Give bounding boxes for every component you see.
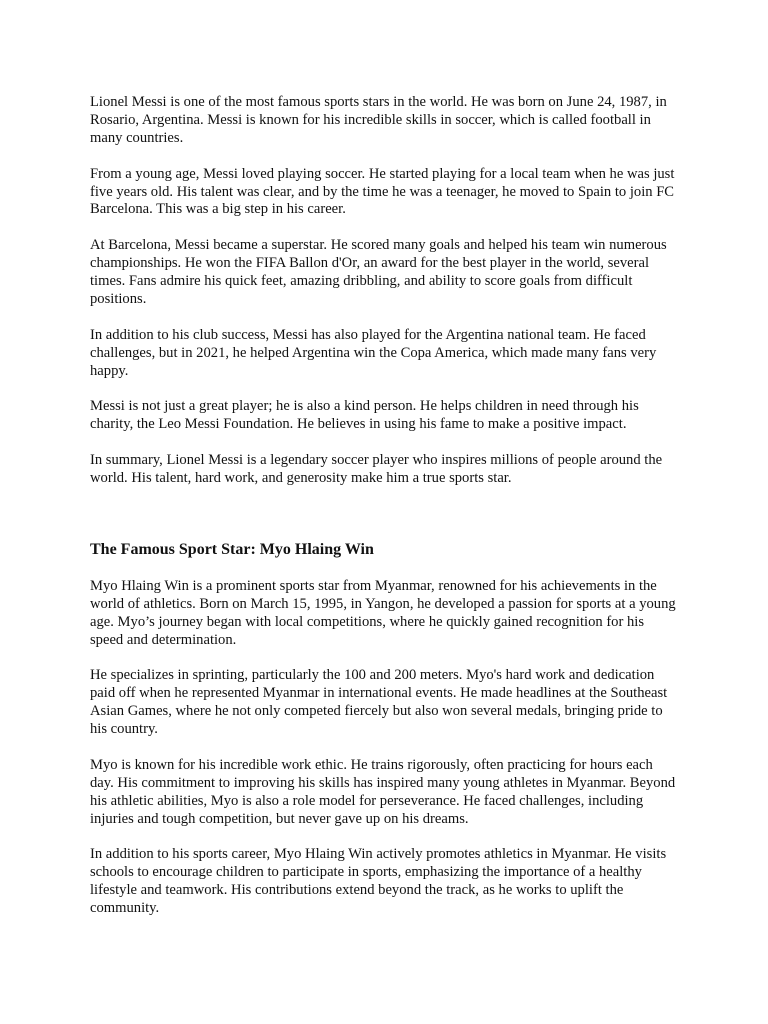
paragraph: Myo Hlaing Win is a prominent sports star from Myanmar, renowned for his achievements in the world of athletics. Born on March 15, 1995, in Yangon, he developed a passion for sports at a young age. Myo’s journey began with local competitions, where he quickly gained recognition for his speed and determination. bbox=[90, 577, 676, 648]
paragraph: In addition to his sports career, Myo Hlaing Win actively promotes athletics in Myanmar. He visits schools to encourage children to participate in sports, emphasizing the importance of a healthy lifestyle and teamwork. His contributions extend beyond the track, as he works to uplift the community. bbox=[90, 846, 667, 917]
section-myo-hlaing-win bbox=[90, 540, 680, 918]
paragraph: In addition to his club success, Messi has also played for the Argentina national team. He faced challenges, but in 2021, he helped Argentina win the Copa America, which made many fans very happy. bbox=[90, 326, 657, 379]
paragraph: He specializes in sprinting, particularly the 100 and 200 meters. Myo's hard work and dedication paid off when he represented Myanmar in international events. He made headlines at the Southeast Asian Games, where he not only competed fiercely but also won several medals, bringing pride to his country. bbox=[90, 667, 668, 738]
paragraph: Myo is known for his incredible work ethic. He trains rigorously, often practicing for hours each day. His commitment to improving his skills has inspired many young athletes in Myanmar. Beyond his athletic abilities, Myo is also a role model for perseverance. He faced challenges, including injuries and tough competition, but never gave up on his dreams. bbox=[90, 756, 676, 827]
paragraph: At Barcelona, Messi became a superstar. He scored many goals and helped his team win numerous championships. He won the FIFA Ballon d'Or, an award for the best player in the world, several times. Fans admire his quick feet, amazing dribbling, and ability to score goals from difficult positions. bbox=[90, 237, 667, 307]
document-page bbox=[90, 94, 680, 936]
section-heading: The Famous Sport Star: Myo Hlaing Win bbox=[90, 540, 374, 558]
paragraph: Lionel Messi is one of the most famous sports stars in the world. He was born on June 24, 1987, in Rosario, Argentina. Messi is known for his incredible skills in soccer, which is called football in many countries. bbox=[90, 94, 667, 146]
paragraph: In summary, Lionel Messi is a legendary soccer player who inspires millions of people around the world. His talent, hard work, and generosity make him a true sports star. bbox=[90, 452, 663, 486]
section-messi bbox=[90, 94, 680, 488]
paragraph: Messi is not just a great player; he is also a kind person. He helps children in need through his charity, the Leo Messi Foundation. He believes in using his fame to make a positive impact. bbox=[90, 398, 639, 433]
paragraph: From a young age, Messi loved playing soccer. He started playing for a local team when he was just five years old. His talent was clear, and by the time he was a teenager, he moved to Spain to join FC Barcelona. This was a big step in his career. bbox=[90, 165, 675, 218]
